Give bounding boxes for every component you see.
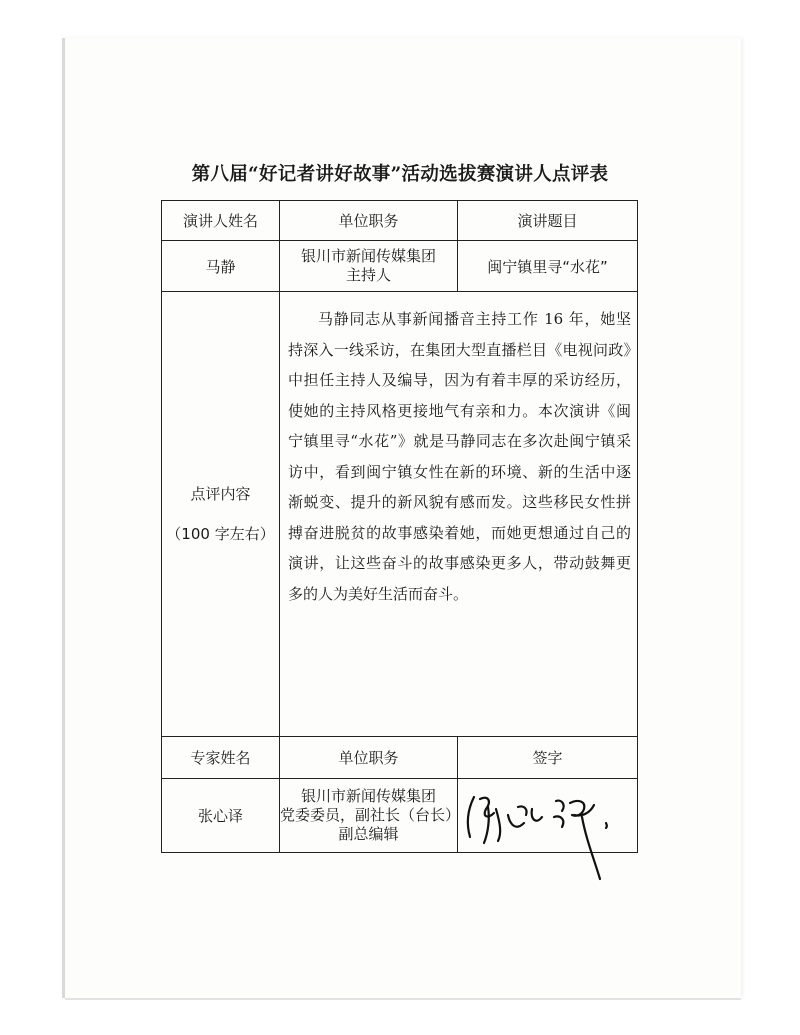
expert-row xyxy=(162,779,638,853)
speaker-name-header: 演讲人姓名 xyxy=(162,201,280,241)
speaker-topic-header: 演讲题目 xyxy=(458,201,638,241)
speaker-header-row xyxy=(162,201,638,241)
comment-label-cell xyxy=(162,292,280,737)
expert-sign-header: 签字 xyxy=(458,737,638,779)
handwritten-signature xyxy=(458,779,638,889)
expert-name-header: 专家姓名 xyxy=(162,737,280,779)
comment-label: 点评内容 xyxy=(190,485,251,503)
paper-bottom-edge xyxy=(65,998,741,1000)
expert-name: 张心译 xyxy=(162,779,280,853)
expert-unit-line3: 副总编辑 xyxy=(338,825,399,843)
form-title: 第八届“好记者讲好故事”活动选拔赛演讲人点评表 xyxy=(191,164,609,185)
speaker-name: 马静 xyxy=(162,241,280,292)
expert-signature-cell xyxy=(458,779,638,853)
comment-text: 马静同志从事新闻播音主持工作 16 年，她坚持深入一线采访，在集团大型直播栏目《电视问政》中担任主持人及编导，因为有着丰厚的采访经历，使她的主持风格更接地气有亲和力。本次演讲《闽宁镇里寻“水花”》就是马静同志在多次赴闽宁镇采访中，看到闽宁镇女性在新的环境、新的生活中逐渐蜕变、提升的新风貌有感而发。这些移民女性拼搏奋进脱贫的故事感染着她，而她更想通过自己的演讲，让这些奋斗的故事感染更多人，带动鼓舞更多的人为美好生活而奋斗。 xyxy=(280,292,638,737)
expert-unit-line2: 党委委员，副社长（台长） xyxy=(280,806,461,824)
expert-unit-line1: 银川市新闻传媒集团 xyxy=(300,787,436,805)
evaluation-table xyxy=(161,200,638,853)
speaker-unit-line2: 主持人 xyxy=(345,266,391,284)
speaker-unit-header: 单位职务 xyxy=(280,201,458,241)
speaker-topic: 闽宁镇里寻“水花” xyxy=(458,241,638,292)
expert-unit xyxy=(280,779,461,853)
speaker-row xyxy=(162,241,638,292)
expert-unit-header: 单位职务 xyxy=(280,737,458,779)
comment-length-note: （100 字左右） xyxy=(166,525,275,543)
speaker-unit xyxy=(280,241,458,292)
speaker-unit-line1: 银川市新闻传媒集团 xyxy=(300,247,436,265)
expert-header-row xyxy=(162,737,638,779)
comment-row xyxy=(162,292,638,737)
